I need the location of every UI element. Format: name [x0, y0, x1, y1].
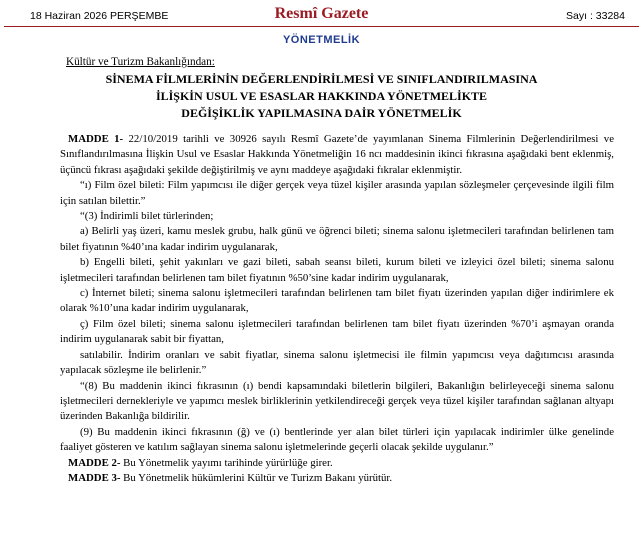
regulation-title — [0, 71, 643, 122]
header-title: Resmî Gazete — [274, 5, 369, 22]
paragraph-satilabilir: satılabilir. İndirim oranları ve sabit fiyatlar, sinema salonu işletmecisi ile filmin yapımcısı veya dağıtımcısı arasında yapılacak sözleşme ile belirlenir.” — [60, 348, 614, 377]
header-issue-number: Sayı : 33284 — [566, 10, 625, 22]
paragraph-a: a) Belirli yaş üzeri, kamu meslek grubu, halk günü ve öğrenci bileti; sinema salonu işletmecileri tarafından belirlenen tam bilet fiyatının %40’ına kadar indirim uygulanarak, — [60, 225, 614, 253]
article-text: Bu Yönetmelik hükümlerini Kültür ve Turizm Bakanı yürütür. — [120, 471, 393, 484]
paragraph-c: c) İnternet bileti; sinema salonu işletmecileri tarafından belirlenen tam bilet fiyatı üzerinden yapılan diğer indirimlere ek olarak %10’una kadar indirim uygulanarak, — [60, 287, 614, 315]
title-line: İLİŞKİN USUL VE ESASLAR HAKKINDA YÖNETMELİKTE — [155, 89, 488, 103]
paragraph-3: “(3) İndirimli bilet türlerinden; — [80, 210, 214, 223]
ministry-name: Kültür ve Turizm Bakanlığından: — [66, 56, 215, 68]
regulation-body — [60, 132, 614, 486]
article-text: 22/10/2019 tarihli ve 30926 sayılı Resmî Gazete’de yayımlanan Sinema Filmlerinin Değerlendirilmesi ve Sınıflandırılmasına İlişkin Usul ve Esaslar Hakkında Yönetmeliğin 16 ncı maddesinin ikinci fıkrasına aşağıdaki bent eklenmiş, üçüncü fıkrası aşağıdaki şekilde değiştirilmiş ve aynı maddeye aşağıdaki fıkralar eklenmiştir. — [60, 133, 614, 176]
article-3 — [60, 471, 614, 486]
paragraph-i: “ı) Film özel bileti: Film yapımcısı ile diğer gerçek veya tüzel kişiler arasında yapılan sözleşmeler çerçevesinde ilgili film için satılan bilettir.” — [60, 179, 614, 207]
section-heading: YÖNETMELİK — [282, 34, 361, 46]
gazette-header — [4, 2, 639, 28]
article-1 — [60, 132, 614, 178]
header-date: 18 Haziran 2026 PERŞEMBE — [30, 10, 169, 22]
article-label: MADDE 2- — [68, 456, 121, 469]
header-divider — [4, 26, 639, 27]
paragraph-9: (9) Bu maddenin ikinci fıkrasının (ğ) ve (ı) bentlerinde yer alan bilet türleri için yapılacak indirimler ülke genelinde faaliyet gösteren ve katılım sağlayan sinema salonu işletmelerinde geçerli olacak şekilde uygulanır.” — [60, 425, 614, 454]
article-label: MADDE 1- — [68, 133, 124, 145]
article-label: MADDE 3- — [68, 471, 121, 484]
paragraph-8: “(8) Bu maddenin ikinci fıkrasının (ı) bendi kapsamındaki biletlerin bilgileri, Bakanlığın belirleyeceği sinema salonu işletmecileri dernekleriyle ve yapımcı meslek birliklerinin yetkilendireceği gerçek veya tüzel kişiler tarafından sağlanan altyapı üzerinden Bakanlığa bildirilir. — [60, 379, 614, 423]
article-2 — [60, 456, 614, 471]
title-line: SİNEMA FİLMLERİNİN DEĞERLENDİRİLMESİ VE SINIFLANDIRILMASINA — [105, 72, 538, 86]
article-text: Bu Yönetmelik yayımı tarihinde yürürlüğe girer. — [120, 456, 333, 469]
title-line: DEĞİŞİKLİK YAPILMASINA DAİR YÖNETMELİK — [181, 106, 462, 120]
paragraph-b: b) Engelli bileti, şehit yakınları ve gazi bileti, sabah seansı bileti, kurum bileti ve izleyici özel bileti; sinema salonu işletmecileri tarafından belirlenen tam bilet fiyatının %50’sine kadar indirim uygulanarak, — [60, 256, 614, 284]
paragraph-cc: ç) Film özel bileti; sinema salonu işletmecileri tarafından belirlenen tam bilet fiyatı üzerinden %70’i aşmayan oranda indirim uygulanarak sabit bir fiyattan, — [60, 317, 614, 346]
